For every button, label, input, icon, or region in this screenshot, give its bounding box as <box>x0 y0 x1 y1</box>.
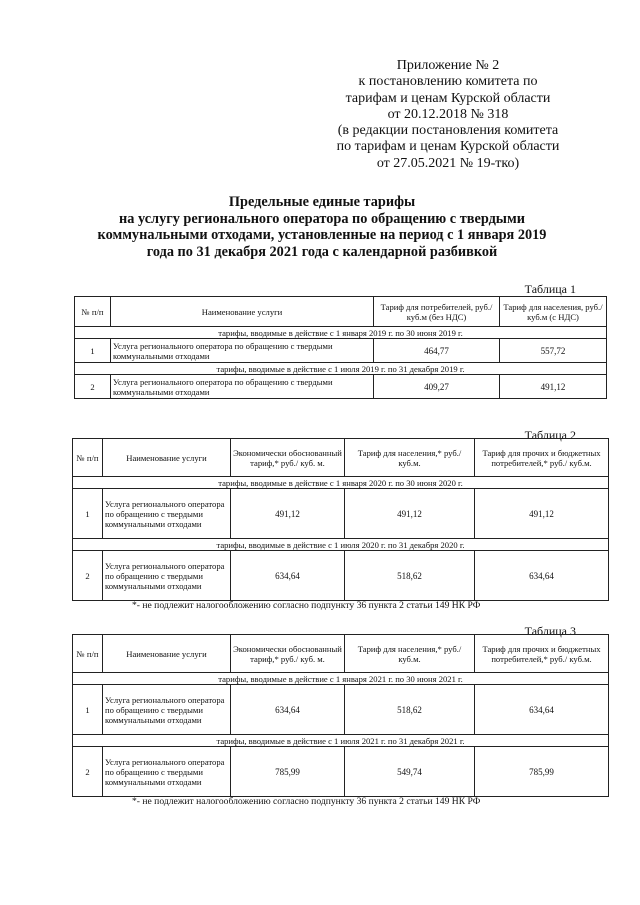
row-other-value: 634,64 <box>475 551 609 601</box>
row-num: 2 <box>75 375 111 399</box>
table2-caption: Таблица 2 <box>524 428 576 442</box>
table1 <box>74 296 607 399</box>
table3-header-row <box>73 635 609 673</box>
table-row <box>73 489 609 539</box>
table3-header-economic: Экономически обоснованный тариф,* руб./ куб. м. <box>231 635 345 673</box>
period-label: тарифы, вводимые в действие с 1 января 2021 г. по 30 июня 2021 г. <box>73 673 609 685</box>
row-other-value: 634,64 <box>475 685 609 735</box>
document-title <box>82 194 562 260</box>
title-line: Предельные единые тарифы <box>228 194 416 210</box>
table-row <box>73 747 609 797</box>
table3-period-row <box>73 735 609 747</box>
row-service: Услуга регионального оператора по обращению с твердыми коммунальными отходами <box>111 339 374 363</box>
period-label: тарифы, вводимые в действие с 1 июля 2020 г. по 31 декабря 2020 г. <box>73 539 609 551</box>
row-num: 1 <box>73 489 103 539</box>
row-num: 2 <box>73 551 103 601</box>
row-population-value: 518,62 <box>345 685 475 735</box>
appendix-line: от 20.12.2018 № 318 <box>387 106 509 122</box>
table2-period-row <box>73 539 609 551</box>
row-consumers-value: 464,77 <box>374 339 500 363</box>
period-label: тарифы, вводимые в действие с 1 июля 2019 г. по 31 декабря 2019 г. <box>75 363 607 375</box>
table2-header-row <box>73 439 609 477</box>
table1-period-row <box>75 363 607 375</box>
table2 <box>72 438 609 601</box>
appendix-line: от 27.05.2021 № 19-тко) <box>376 155 520 171</box>
table1-header-population: Тариф для населения, руб./ куб.м (с НДС) <box>500 297 607 327</box>
table3 <box>72 634 609 797</box>
table3-header-num: № п/п <box>73 635 103 673</box>
row-population-value: 491,12 <box>345 489 475 539</box>
table1-header-num: № п/п <box>75 297 111 327</box>
table3-period-row <box>73 673 609 685</box>
row-service: Услуга регионального оператора по обращению с твердыми коммунальными отходами <box>103 747 231 797</box>
row-num: 1 <box>75 339 111 363</box>
row-population-value: 491,12 <box>500 375 607 399</box>
period-label: тарифы, вводимые в действие с 1 июля 2021 г. по 31 декабря 2021 г. <box>73 735 609 747</box>
row-service: Услуга регионального оператора по обращению с твердыми коммунальными отходами <box>111 375 374 399</box>
table2-header-population: Тариф для населения,* руб./ куб.м. <box>345 439 475 477</box>
table2-header-name: Наименование услуги <box>103 439 231 477</box>
row-other-value: 785,99 <box>475 747 609 797</box>
title-line: коммунальными отходами, установленные на период с 1 января 2019 <box>97 227 547 243</box>
row-service: Услуга регионального оператора по обращению с твердыми коммунальными отходами <box>103 551 231 601</box>
appendix-line: тарифам и ценам Курской области <box>345 90 551 106</box>
appendix-line: по тарифам и ценам Курской области <box>336 139 560 155</box>
row-population-value: 557,72 <box>500 339 607 363</box>
appendix-line: к постановлению комитета по <box>358 74 538 90</box>
table1-header-row <box>75 297 607 327</box>
table1-period-row <box>75 327 607 339</box>
row-service: Услуга регионального оператора по обращению с твердыми коммунальными отходами <box>103 489 231 539</box>
row-economic-value: 634,64 <box>231 685 345 735</box>
table-row <box>75 375 607 399</box>
table1-header-name: Наименование услуги <box>111 297 374 327</box>
table-row <box>75 339 607 363</box>
table2-header-other: Тариф для прочих и бюджетных потребителей,* руб./ куб.м. <box>475 439 609 477</box>
row-economic-value: 634,64 <box>231 551 345 601</box>
table3-header-name: Наименование услуги <box>103 635 231 673</box>
table1-caption: Таблица 1 <box>524 282 576 296</box>
table1-header-consumers: Тариф для потребителей, руб./ куб.м (без НДС) <box>374 297 500 327</box>
table3-caption: Таблица 3 <box>524 624 576 638</box>
row-other-value: 491,12 <box>475 489 609 539</box>
period-label: тарифы, вводимые в действие с 1 января 2020 г. по 30 июня 2020 г. <box>73 477 609 489</box>
title-line: на услугу регионального оператора по обращению с твердыми <box>119 210 525 227</box>
row-population-value: 549,74 <box>345 747 475 797</box>
row-population-value: 518,62 <box>345 551 475 601</box>
row-economic-value: 785,99 <box>231 747 345 797</box>
table3-header-other: Тариф для прочих и бюджетных потребителей,* руб./ куб.м. <box>475 635 609 673</box>
table3-footnote: *- не подлежит налогообложению согласно подпункту 36 пункта 2 статьи 149 НК РФ <box>132 796 481 807</box>
table-row <box>73 551 609 601</box>
period-label: тарифы, вводимые в действие с 1 января 2019 г. по 30 июня 2019 г. <box>75 327 607 339</box>
row-consumers-value: 409,27 <box>374 375 500 399</box>
appendix-line: Приложение № 2 <box>396 58 500 73</box>
table2-header-num: № п/п <box>73 439 103 477</box>
row-service: Услуга регионального оператора по обращению с твердыми коммунальными отходами <box>103 685 231 735</box>
row-economic-value: 491,12 <box>231 489 345 539</box>
table2-period-row <box>73 477 609 489</box>
table2-footnote: *- не подлежит налогообложению согласно подпункту 36 пункта 2 статьи 149 НК РФ <box>132 600 481 611</box>
row-num: 1 <box>73 685 103 735</box>
appendix-line: (в редакции постановления комитета <box>337 123 559 139</box>
table-row <box>73 685 609 735</box>
title-line: года по 31 декабря 2021 года с календарной разбивкой <box>146 243 498 260</box>
table2-header-economic: Экономически обоснованный тариф,* руб./ куб. м. <box>231 439 345 477</box>
row-num: 2 <box>73 747 103 797</box>
appendix-header <box>318 58 578 172</box>
table3-header-population: Тариф для населения,* руб./ куб.м. <box>345 635 475 673</box>
